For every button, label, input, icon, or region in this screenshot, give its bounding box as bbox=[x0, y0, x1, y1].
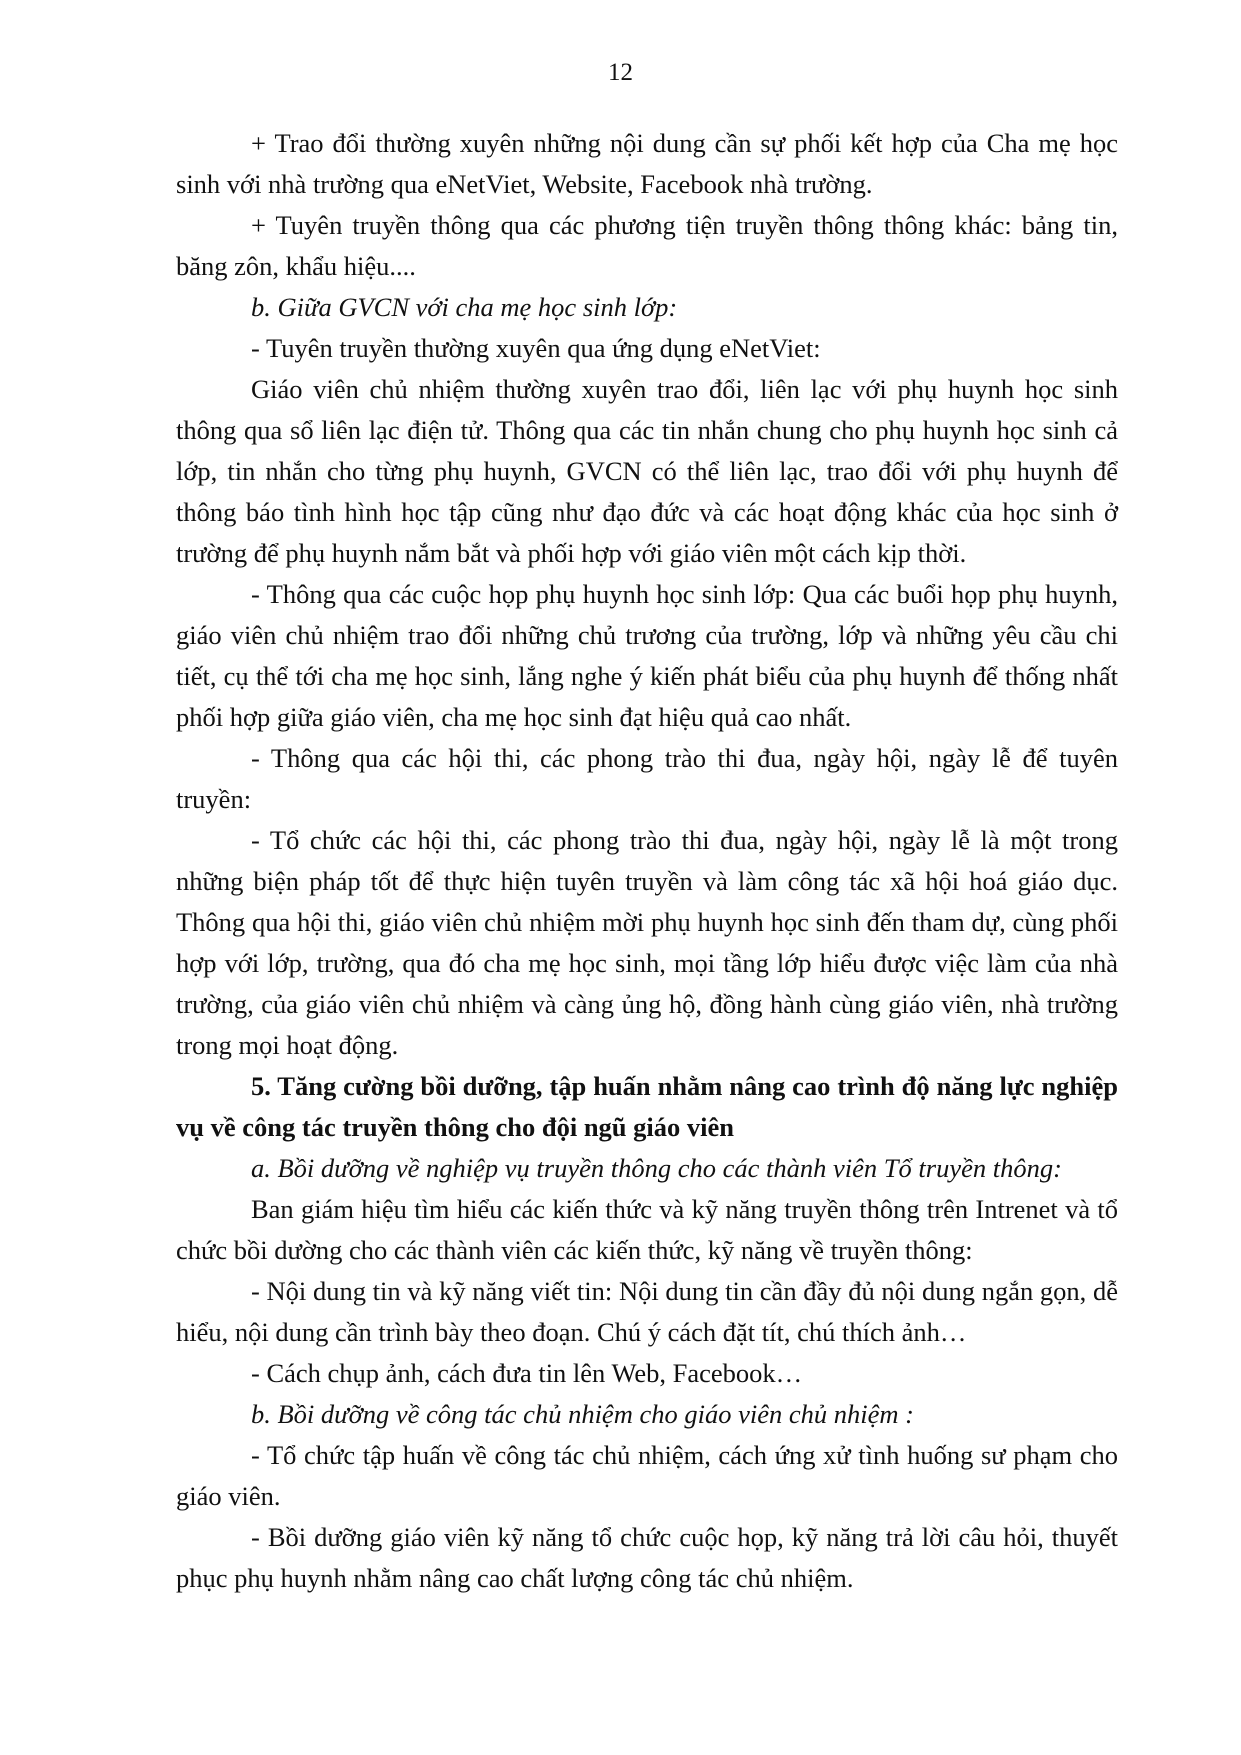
paragraph-tuyen-truyen-phuong-tien: + Tuyên truyền thông qua các phương tiện truyền thông thông khác: bảng tin, băng zôn, khẩu hiệu.... bbox=[176, 210, 1118, 281]
paragraph-giao-vien-chu-nhiem: Giáo viên chủ nhiệm thường xuyên trao đổi, liên lạc với phụ huynh học sinh thông qua sổ liên lạc điện tử. Thông qua các tin nhắn chung cho phụ huynh học sinh cả lớp, tin nhắn cho từng phụ huynh, GVCN có thể liên lạc, trao đổi với phụ huynh để thông báo tình hình học tập cũng như đạo đức và các hoạt động khác của học sinh ở trường để phụ huynh nắm bắt và phối hợp với giáo viên một cách kịp thời. bbox=[176, 374, 1118, 568]
page-body bbox=[176, 123, 1118, 1599]
paragraph-hoi-thi: - Thông qua các hội thi, các phong trào thi đua, ngày hội, ngày lễ để tuyên truyền: bbox=[176, 743, 1118, 814]
paragraph-chup-anh: - Cách chụp ảnh, cách đưa tin lên Web, Facebook… bbox=[251, 1358, 803, 1388]
section-heading-5: 5. Tăng cường bồi dưỡng, tập huấn nhằm nâng cao trình độ năng lực nghiệp vụ về công tác truyền thông cho đội ngũ giáo viên bbox=[176, 1071, 1118, 1142]
page-number: 12 bbox=[608, 59, 633, 86]
paragraph-to-chuc-hoi-thi: - Tổ chức các hội thi, các phong trào thi đua, ngày hội, ngày lễ là một trong những biện pháp tốt để thực hiện tuyên truyền và làm công tác xã hội hoá giáo dục. Thông qua hội thi, giáo viên chủ nhiệm mời phụ huynh học sinh đến tham dự, cùng phối hợp với lớp, trường, qua đó cha mẹ học sinh, mọi tầng lớp hiểu được việc làm của nhà trường, của giáo viên chủ nhiệm và càng ủng hộ, đồng hành cùng giáo viên, nhà trường trong mọi hoạt động. bbox=[176, 825, 1118, 1060]
subheading-to-truyen-thong: a. Bồi dưỡng về nghiệp vụ truyền thông cho các thành viên Tổ truyền thông: bbox=[251, 1153, 1062, 1183]
paragraph-ban-giam-hieu: Ban giám hiệu tìm hiểu các kiến thức và kỹ năng truyền thông trên Intrenet và tổ chức bồi dường cho các thành viên các kiến thức, kỹ năng về truyền thông: bbox=[176, 1194, 1118, 1265]
paragraph-trao-doi: + Trao đổi thường xuyên những nội dung cần sự phối kết hợp của Cha mẹ học sinh với nhà trường qua eNetViet, Website, Facebook nhà trường. bbox=[176, 128, 1118, 199]
paragraph-boi-duong-ky-nang: - Bồi dưỡng giáo viên kỹ năng tổ chức cuộc họp, kỹ năng trả lời câu hỏi, thuyết phục phụ huynh nhằm nâng cao chất lượng công tác chủ nhiệm. bbox=[176, 1522, 1118, 1593]
paragraph-tap-huan: - Tổ chức tập huấn về công tác chủ nhiệm, cách ứng xử tình huống sư phạm cho giáo viên. bbox=[176, 1440, 1118, 1511]
subheading-gvcn-cha-me: b. Giữa GVCN với cha mẹ học sinh lớp: bbox=[251, 292, 678, 322]
paragraph-noi-dung-tin: - Nội dung tin và kỹ năng viết tin: Nội dung tin cần đầy đủ nội dung ngắn gọn, dễ hiểu, nội dung cần trình bày theo đoạn. Chú ý cách đặt tít, chú thích ảnh… bbox=[176, 1276, 1118, 1347]
paragraph-cuoc-hop-phu-huynh: - Thông qua các cuộc họp phụ huynh học sinh lớp: Qua các buổi họp phụ huynh, giáo viên chủ nhiệm trao đổi những chủ trương của trường, lớp và những yêu cầu chi tiết, cụ thể tới cha mẹ học sinh, lắng nghe ý kiến phát biểu của phụ huynh để thống nhất phối hợp giữa giáo viên, cha mẹ học sinh đạt hiệu quả cao nhất. bbox=[176, 579, 1118, 732]
paragraph-enetviet: - Tuyên truyền thường xuyên qua ứng dụng eNetViet: bbox=[251, 333, 821, 363]
subheading-cong-tac-chu-nhiem: b. Bồi dưỡng về công tác chủ nhiệm cho giáo viên chủ nhiệm : bbox=[251, 1399, 914, 1429]
